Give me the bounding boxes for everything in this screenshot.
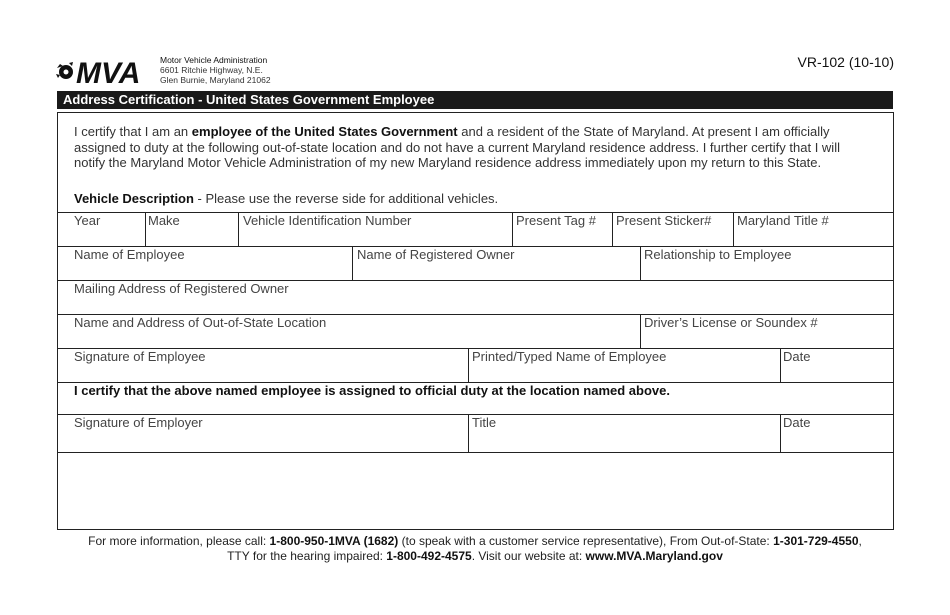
form-title: Address Certification - United States Government Employee	[57, 91, 893, 109]
divider	[640, 314, 641, 348]
divider	[612, 212, 613, 246]
printed-name-field[interactable]: Printed/Typed Name of Employee	[472, 349, 667, 364]
vin-field[interactable]: Vehicle Identification Number	[243, 213, 412, 228]
logo-text: MVA	[76, 57, 141, 86]
mailing-address-field[interactable]: Mailing Address of Registered Owner	[74, 281, 289, 296]
agency-address-line2: Glen Burnie, Maryland 21062	[160, 75, 271, 85]
website-link[interactable]: www.MVA.Maryland.gov	[585, 549, 723, 563]
divider	[468, 414, 469, 452]
divider	[780, 414, 781, 452]
employee-date-field[interactable]: Date	[783, 349, 811, 364]
certification-paragraph: I certify that I am an employee of the United States Government and a resident of the State of Maryland. At present I am officially assigned to duty at the following out-of-state location and do not have a current Maryland residence address. I further certify that I will notify the Maryland Motor Vehicle Administration of my new Maryland residence address immediately upon my return to this State.	[74, 124, 840, 170]
year-field[interactable]: Year	[74, 213, 101, 228]
maryland-title-field[interactable]: Maryland Title #	[737, 213, 829, 228]
phone-tty: 1-800-492-4575	[386, 549, 472, 563]
divider	[238, 212, 239, 246]
present-sticker-field[interactable]: Present Sticker#	[616, 213, 712, 228]
phone-out-of-state: 1-301-729-4550	[773, 534, 859, 548]
vehicle-description-label: Vehicle Description - Please use the reverse side for additional vehicles.	[74, 191, 499, 206]
employer-certification: I certify that the above named employee is assigned to official duty at the location named above.	[74, 383, 670, 398]
agency-block	[160, 55, 271, 85]
mva-logo	[55, 54, 160, 86]
make-field[interactable]: Make	[148, 213, 180, 228]
divider	[733, 212, 734, 246]
agency-name: Motor Vehicle Administration	[160, 55, 268, 65]
footer-info: For more information, please call: 1-800-950-1MVA (1682) (to speak with a customer service representative), From Out-of-State: 1-301-729-4550, TTY for the hearing impaired: 1-800-492-4575. Visit our website at: www.MVA.Maryland.gov	[88, 534, 862, 563]
mva-emblem-icon	[56, 62, 73, 79]
divider	[145, 212, 146, 246]
divider	[468, 348, 469, 382]
form-number: VR-102 (10-10)	[797, 54, 894, 70]
employer-signature-field[interactable]: Signature of Employer	[74, 415, 203, 430]
employee-signature-field[interactable]: Signature of Employee	[74, 349, 206, 364]
out-of-state-location-field[interactable]: Name and Address of Out-of-State Location	[74, 315, 327, 330]
employee-name-field[interactable]: Name of Employee	[74, 247, 185, 262]
agency-address-line1: 6601 Ritchie Highway, N.E.	[160, 65, 263, 75]
divider	[512, 212, 513, 246]
divider	[780, 348, 781, 382]
present-tag-field[interactable]: Present Tag #	[516, 213, 596, 228]
divider	[57, 452, 894, 453]
employer-title-field[interactable]: Title	[472, 415, 497, 430]
divider	[352, 246, 353, 280]
divider	[640, 246, 641, 280]
employer-date-field[interactable]: Date	[783, 415, 811, 430]
registered-owner-field[interactable]: Name of Registered Owner	[357, 247, 515, 262]
relationship-field[interactable]: Relationship to Employee	[644, 247, 792, 262]
drivers-license-field[interactable]: Driver’s License or Soundex #	[644, 315, 818, 330]
phone-main: 1-800-950-1MVA (1682)	[269, 534, 399, 548]
